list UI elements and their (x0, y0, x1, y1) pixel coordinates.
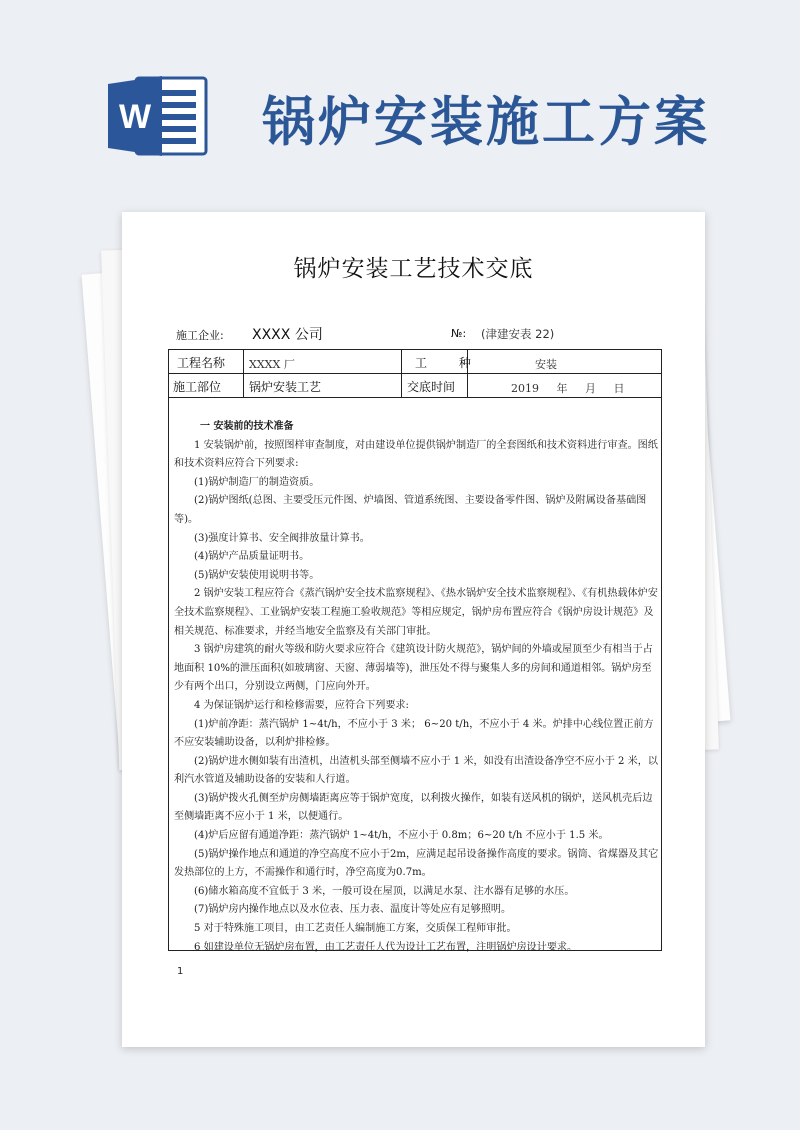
body-paragraph: (4)炉后应留有通道净距：蒸汽锅炉 1~4t/h，不应小于 0.8m；6~20 t/h 不应小于 1.5 米。 (194, 830, 609, 842)
body-paragraph: (3)锅炉拨火孔侧至炉房侧墙距离应等于锅炉宽度，以利拨火操作，如装有送风机的锅炉，送风机壳后边至侧墙距离不应小于 1 米，以便通行。 (174, 792, 653, 823)
table-label-project: 工程名称 (177, 356, 226, 370)
body-paragraph: (2)锅炉进水侧如装有出渣机，出渣机头部至侧墙不应小于 1 米，如没有出渣设备净空不应小于 2 米，以利汽水管道及辅助设备的安装和人行道。 (174, 755, 658, 786)
table-label-date: 交底时间 (407, 380, 456, 394)
body-paragraph: (3)强度计算书、安全阀排放量计算书。 (194, 532, 370, 544)
banner-title: 锅炉安装施工方案 (262, 91, 710, 153)
company-label: 施工企业: (176, 329, 224, 342)
body-paragraph: (2)锅炉图纸(总图、主要受压元件图、炉墙图、管道系统图、主要设备零件图、锅炉及附属设备基础图等)。 (174, 495, 647, 525)
word-logo-icon (108, 76, 208, 156)
document-title: 锅炉安装工艺技术交底 (293, 256, 534, 282)
table-value-date: 2019 年 月 日 (511, 382, 625, 395)
document-body (174, 418, 660, 957)
company-row (176, 324, 656, 344)
body-paragraph: 4 为保证锅炉运行和检修需要，应符合下列要求: (194, 699, 409, 711)
body-paragraph: 5 对于特殊施工项目，由工艺责任人编制施工方案，交质保工程师审批。 (194, 923, 517, 935)
table-label-trade: 工 种 (415, 356, 485, 370)
body-paragraph: (1)锅炉制造厂的制造资质。 (194, 476, 320, 488)
page-number: 1 (177, 966, 184, 977)
table-value-trade: 安装 (535, 358, 557, 371)
body-paragraph: (4)锅炉产品质量证明书。 (194, 551, 310, 563)
body-paragraph: 2 锅炉安装工程应符合《蒸汽锅炉安全技术监察规程》、《热水锅炉安全技术监察规程》、《有机热载体炉安全技术监察规程》、工业锅炉安装工程施工验收规范》等相应规定，锅炉房布置应符合《锅炉房设计规范》及相关规范、标准要求，并经当地安全监察及有关部门审批。 (174, 588, 658, 637)
document-page (122, 212, 705, 1047)
table-value-project: XXXX 厂 (249, 358, 295, 371)
table-label-location: 施工部位 (173, 380, 222, 394)
body-paragraph: (5)锅炉操作地点和通道的净空高度不应小于2m，应满足起吊设备操作高度的要求。锅筒、省煤器及其它发热部位的上方，不需操作和通行时，净空高度为0.7m。 (174, 848, 659, 879)
table-value-location: 锅炉安装工艺 (249, 380, 322, 394)
body-paragraph: (7)锅炉房内操作地点以及水位表、压力表、温度计等处应有足够照明。 (194, 904, 512, 916)
body-paragraph: (6)储水箱高度不宜低于 3 米，一般可设在屋顶，以满足水泵、注水器有足够的水压。 (194, 885, 575, 897)
body-paragraph: (1)炉前净距：蒸汽锅炉 1~4t/h，不应小于 3 米； 6~20 t/h，不应小于 4 米。炉排中心线位置正前方不应安装辅助设备，以利炉排检修。 (174, 718, 654, 749)
body-paragraph: 6 如建设单位无锅炉房布置，由工艺责任人代为设计工艺布置，注明锅炉房设计要求。 (194, 941, 578, 953)
body-paragraph: 1 安装锅炉前，按照图样审查制度，对由建设单位提供锅炉制造厂的全套图纸和技术资料进行审查。图纸和技术资料应符合下列要求: (174, 439, 658, 470)
body-paragraph: 3 锅炉房建筑的耐火等级和防火要求应符合《建筑设计防火规范》，锅炉间的外墙或屋顶至少有相当于占地面积 10%的泄压面积(如玻璃窗、天窗、薄弱墙等)，泄压处不得与聚集人多的房间和通道相邻。锅炉房至少有两个出口，分别设立两侧，门应向外开。 (174, 644, 653, 693)
body-paragraph: (5)锅炉安装使用说明书等。 (194, 569, 320, 581)
section-heading: 一 安装前的技术准备 (200, 421, 294, 432)
number-label: №: (451, 327, 467, 340)
company-value: XXXX 公司 (252, 327, 323, 343)
svg-text:W: W (118, 98, 152, 136)
number-value: (津建安表 22) (481, 327, 555, 341)
